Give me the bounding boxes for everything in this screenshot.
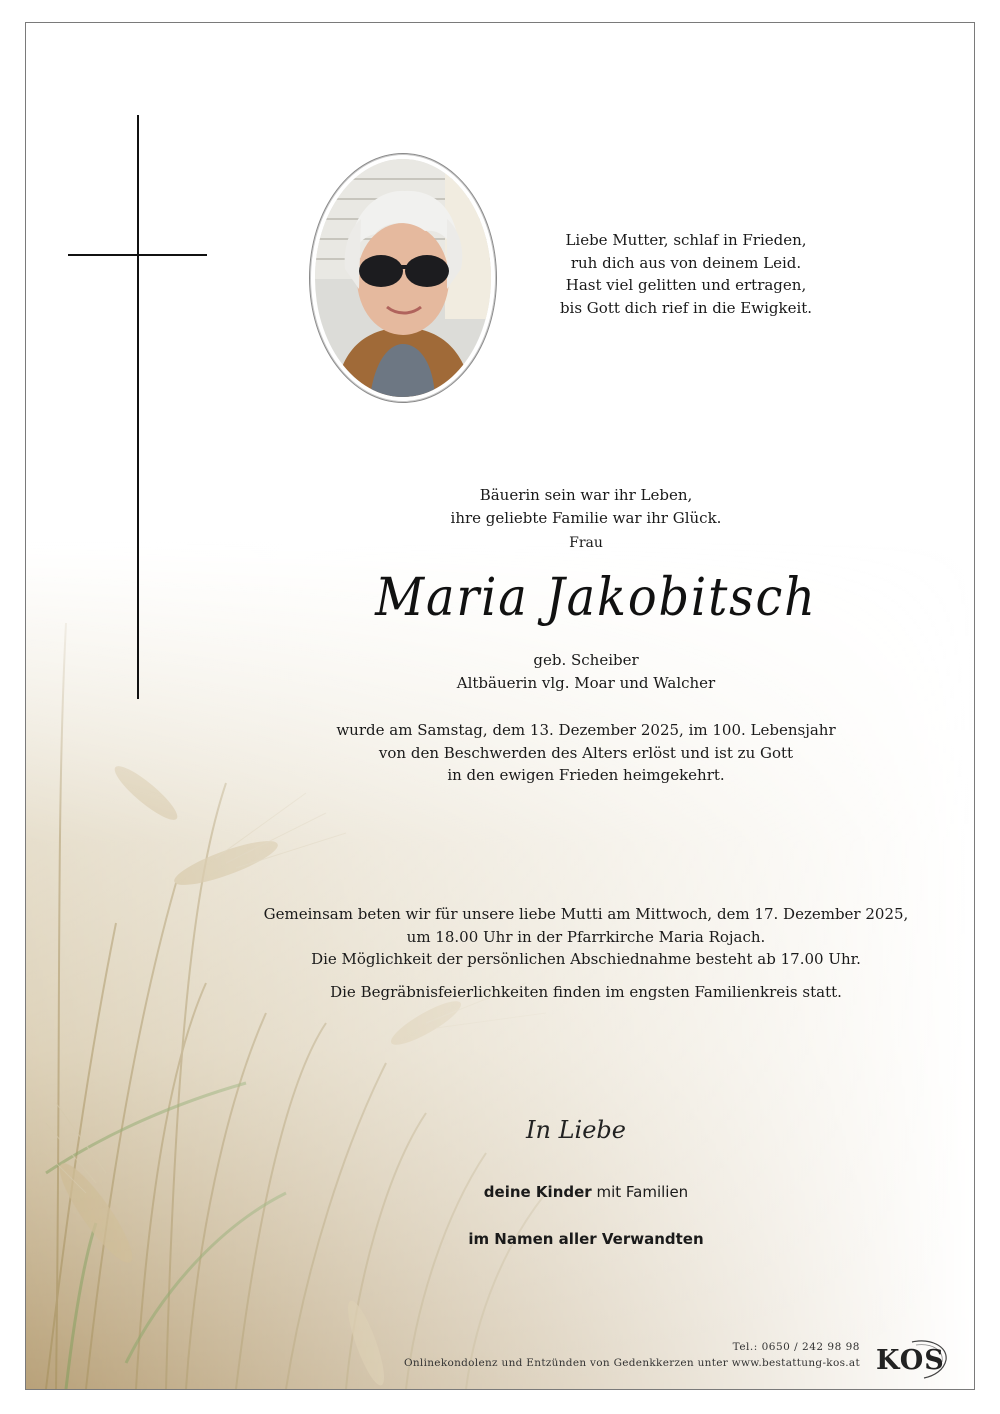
mourners-children-bold: deine Kinder bbox=[483, 1183, 592, 1201]
salutation: Frau bbox=[569, 535, 603, 551]
poem-verse bbox=[536, 229, 836, 319]
cross-vertical-bar bbox=[137, 115, 139, 699]
portrait-oval-frame bbox=[309, 153, 497, 403]
poem-line: bis Gott dich rief in die Ewigkeit. bbox=[559, 298, 813, 317]
cross-horizontal-bar bbox=[68, 254, 207, 256]
death-notice-line: wurde am Samstag, dem 13. Dezember 2025, im 100. Lebensjahr bbox=[336, 721, 836, 739]
mourners-children-rest: mit Familien bbox=[591, 1183, 689, 1201]
farm-title: Altbäuerin vlg. Moar und Walcher bbox=[456, 673, 716, 692]
poem-line: Hast viel gelitten und ertragen, bbox=[565, 276, 807, 294]
closing-in-liebe: In Liebe bbox=[526, 1116, 626, 1144]
mourners-relatives: im Namen aller Verwandten bbox=[468, 1230, 704, 1248]
death-notice-line: in den ewigen Frieden heimgekehrt. bbox=[447, 766, 725, 784]
prayer-announcement bbox=[226, 903, 946, 971]
kos-logo bbox=[872, 1336, 952, 1380]
motto-line: Bäuerin sein war ihr Leben, bbox=[479, 486, 693, 504]
footer-online-condolence: Onlinekondolenz und Entzünden von Gedenkkerzen unter www.bestattung-kos.at bbox=[403, 1357, 860, 1369]
prayer-line: um 18.00 Uhr in der Pfarrkirche Maria Rojach. bbox=[406, 927, 766, 946]
maiden-name: geb. Scheiber bbox=[533, 651, 639, 669]
mourners-children bbox=[406, 1181, 766, 1204]
death-notice-line: von den Beschwerden des Alters erlöst und ist zu Gott bbox=[378, 743, 794, 762]
death-notice bbox=[296, 719, 876, 787]
poem-line: ruh dich aus von deinem Leid. bbox=[570, 253, 802, 272]
motto-line: ihre geliebte Familie war ihr Glück. bbox=[450, 508, 722, 527]
portrait-photo bbox=[315, 159, 491, 397]
maiden-name-block bbox=[406, 649, 766, 694]
kos-logo-text: KOS bbox=[876, 1345, 945, 1376]
prayer-line: Die Möglichkeit der persönlichen Abschiednahme besteht ab 17.00 Uhr. bbox=[311, 950, 861, 968]
poem-line: Liebe Mutter, schlaf in Frieden, bbox=[565, 231, 807, 249]
life-motto bbox=[356, 484, 816, 529]
footer-telephone: Tel.: 0650 / 242 98 98 bbox=[732, 1341, 860, 1353]
prayer-line: Gemeinsam beten wir für unsere liebe Mutti am Mittwoch, dem 17. Dezember 2025, bbox=[263, 905, 909, 923]
funeral-notice: Die Begräbnisfeierlichkeiten finden im engsten Familienkreis statt. bbox=[330, 983, 842, 1001]
obituary-card bbox=[25, 22, 975, 1390]
deceased-name: Maria Jakobitsch bbox=[375, 568, 817, 628]
